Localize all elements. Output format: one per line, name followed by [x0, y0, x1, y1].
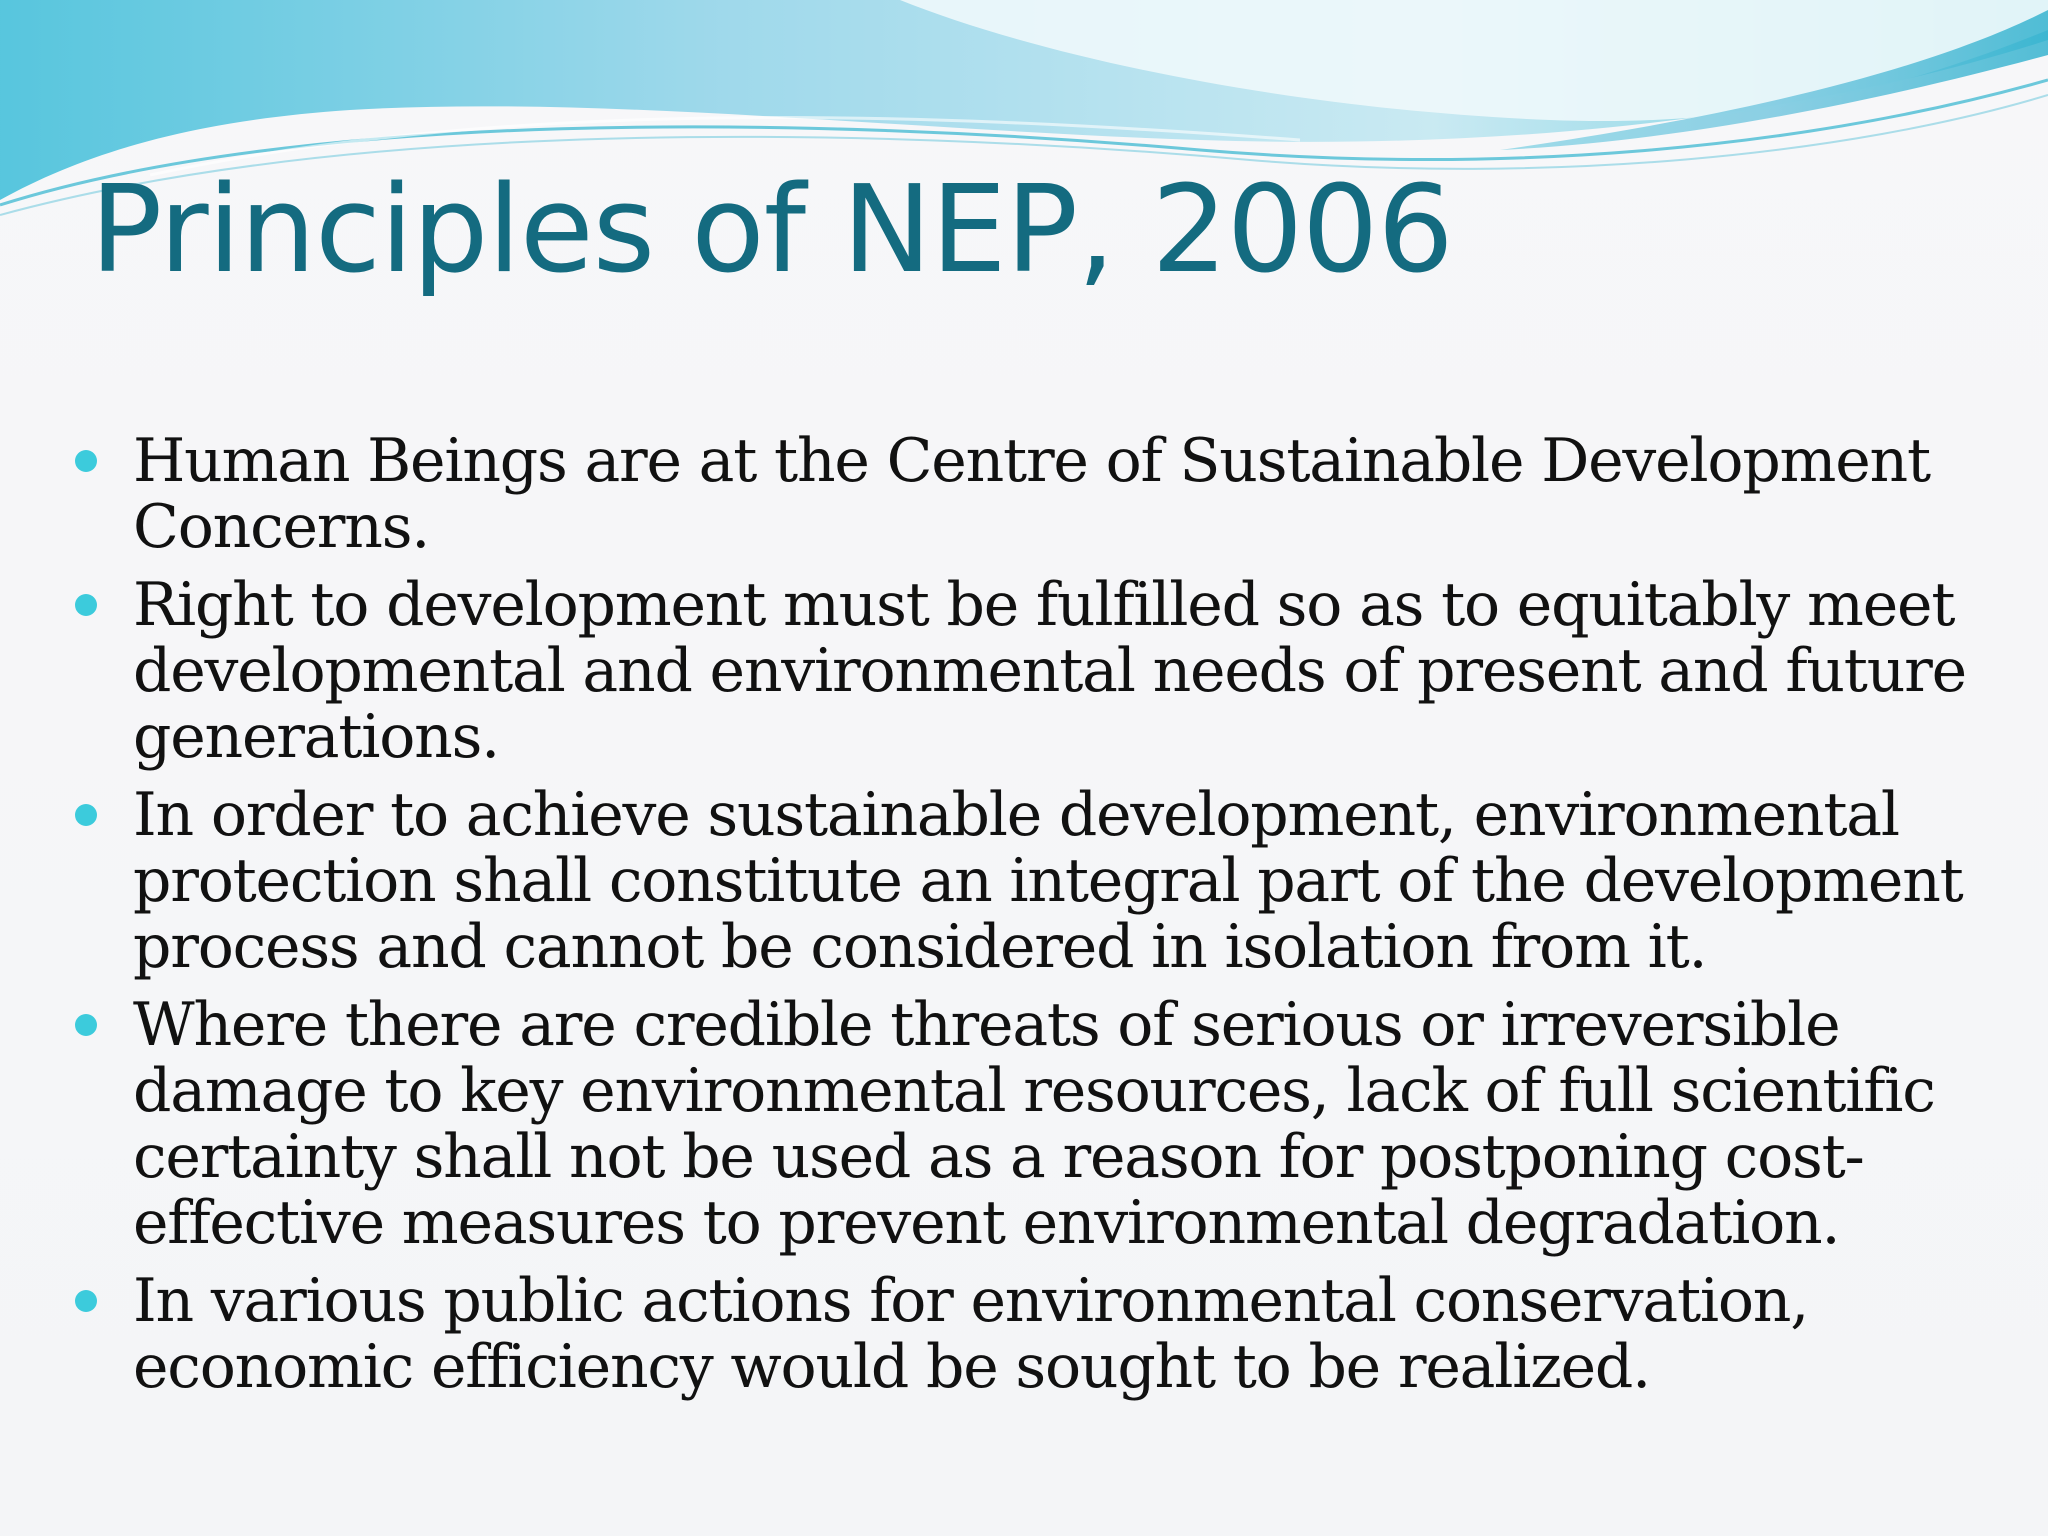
bullet-text: Where there are credible threats of serious or irreversible damage to key environmental resources, lack of full scientific certainty shall not be used as a reason for postponing cost-effective measures to prevent environmental degradation. [133, 990, 1935, 1258]
bullet-dot-icon [75, 804, 97, 826]
bullet-text: In order to achieve sustainable development, environmental protection shall constitute an integral part of the development process and cannot be considered in isolation from it. [133, 780, 1963, 982]
bullet-item [75, 992, 1975, 1256]
bullet-text: Right to development must be fulfilled so as to equitably meet developmental and environmental needs of present and future generations. [133, 570, 1966, 772]
bullet-text: In various public actions for environmental conservation, economic efficiency would be sought to be realized. [133, 1266, 1809, 1402]
bullet-dot-icon [75, 1290, 97, 1312]
bullet-dot-icon [75, 1014, 97, 1036]
bullet-item [75, 1268, 1975, 1400]
bullet-dot-icon [75, 594, 97, 616]
bullet-list [75, 428, 1975, 1412]
bullet-text: Human Beings are at the Centre of Sustainable Development Concerns. [133, 426, 1930, 562]
bullet-item [75, 572, 1975, 770]
bullet-item [75, 782, 1975, 980]
bullet-dot-icon [75, 450, 97, 472]
bullet-item [75, 428, 1975, 560]
slide-title: Principles of NEP, 2006 [90, 161, 1453, 300]
